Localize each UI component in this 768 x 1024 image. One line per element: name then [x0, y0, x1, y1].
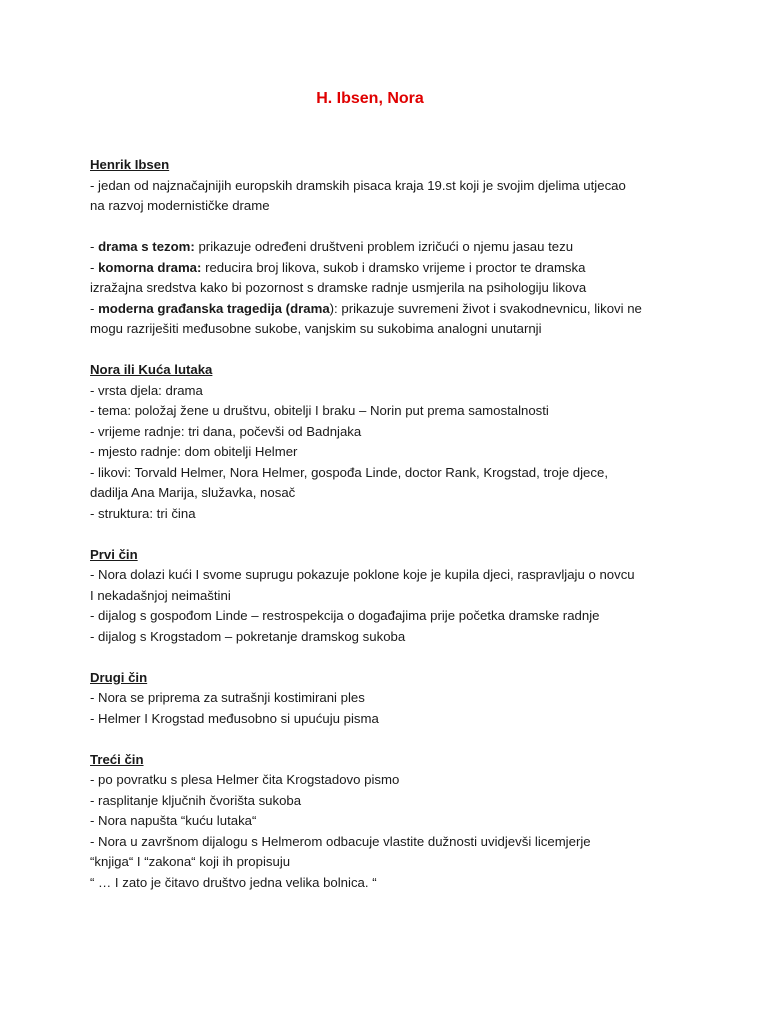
- text-line: mogu razriješiti međusobne sukobe, vanjskim su sukobima analogni unutarnji: [90, 321, 542, 336]
- list-item: - Nora u završnom dijalogu s Helmerom odbacuje vlastite dužnosti uvidjevši licemjerje: [90, 833, 591, 849]
- quote-line: “ … I zato je čitavo društvo jedna velika bolnica. “: [90, 874, 377, 890]
- spacer: [90, 217, 690, 238]
- list-item: I nekadašnjoj neimaštini: [90, 587, 231, 603]
- list-item: - rasplitanje ključnih čvorišta sukoba: [90, 792, 302, 808]
- heading-drugi-cin: Drugi čin: [90, 669, 148, 685]
- list-item: dadilja Ana Marija, služavka, nosač: [90, 485, 296, 500]
- list-item: - Nora se priprema za sutrašnji kostimirani ples: [90, 690, 365, 705]
- list-item: - struktura: tri čina: [90, 505, 196, 521]
- definition-text: reducira broj likova, sukob i dramsko vrijeme i proctor te dramska: [201, 259, 586, 275]
- list-item: - dijalog s gospođom Linde – restrospekcija o događajima prije početka dramske radnje: [90, 608, 600, 623]
- heading-prvi-cin: Prvi čin: [90, 546, 138, 562]
- heading-nora-ili-kuca-lutaka: Nora ili Kuća lutaka: [90, 362, 213, 377]
- document-title: H. Ibsen, Nora: [316, 90, 424, 107]
- list-item: - Nora napušta “kuću lutaka“: [90, 813, 257, 828]
- list-item: - Helmer I Krogstad međusobno si upućuju pisma: [90, 710, 379, 726]
- list-item: - vrsta djela: drama: [90, 382, 203, 398]
- definition-prefix: -: [90, 300, 99, 316]
- definition-moderna-tragedija: [90, 299, 690, 320]
- definition-term: drama s tezom:: [98, 239, 195, 254]
- list-item: - po povratku s plesa Helmer čita Krogstadovo pismo: [90, 772, 400, 787]
- heading-henrik-ibsen: Henrik Ibsen: [90, 157, 170, 172]
- definition-text: ): prikazuje suvremeni život i svakodnevnicu, likovi ne: [329, 300, 642, 316]
- list-item: - tema: položaj žene u društvu, obitelji I braku – Norin put prema samostalnosti: [90, 403, 549, 418]
- list-item: - likovi: Torvald Helmer, Nora Helmer, gospođa Linde, doctor Rank, Krogstad, troje djece,: [90, 464, 608, 480]
- definition-prefix: -: [90, 259, 99, 275]
- document-body: [90, 155, 690, 893]
- definition-term: komorna drama:: [98, 259, 202, 275]
- list-item: - mjesto radnje: dom obitelji Helmer: [90, 444, 298, 459]
- definition-komorna-drama: [90, 258, 690, 279]
- list-item: - dijalog s Krogstadom – pokretanje dramskog sukoba: [90, 628, 406, 644]
- text-line: izražajna sredstva kako bi pozornost s dramske radnje usmjerila na psihologiju likova: [90, 280, 587, 295]
- heading-treci-cin: Treći čin: [90, 751, 144, 767]
- spacer: [90, 647, 690, 668]
- definition-text: prikazuje određeni društveni problem izričući o njemu jasau tezu: [194, 239, 574, 254]
- text-line: na razvoj modernističke drame: [90, 198, 270, 213]
- text-line: - jedan od najznačajnijih europskih dramskih pisaca kraja 19.st koji je svojim djelima utjecao: [90, 177, 626, 193]
- spacer: [90, 340, 690, 361]
- list-item: - vrijeme radnje: tri dana, počevši od Badnjaka: [90, 423, 362, 439]
- definition-drama-s-tezom: [90, 237, 690, 258]
- spacer: [90, 729, 690, 750]
- list-item: - Nora dolazi kući I svome suprugu pokazuje poklone koje je kupila djeci, raspravljaju o novcu: [90, 567, 635, 582]
- spacer: [90, 524, 690, 545]
- list-item: “knjiga“ I “zakona“ koji ih propisuju: [90, 854, 291, 869]
- definition-term: moderna građanska tragedija (drama: [98, 300, 330, 316]
- definition-prefix: -: [90, 239, 99, 254]
